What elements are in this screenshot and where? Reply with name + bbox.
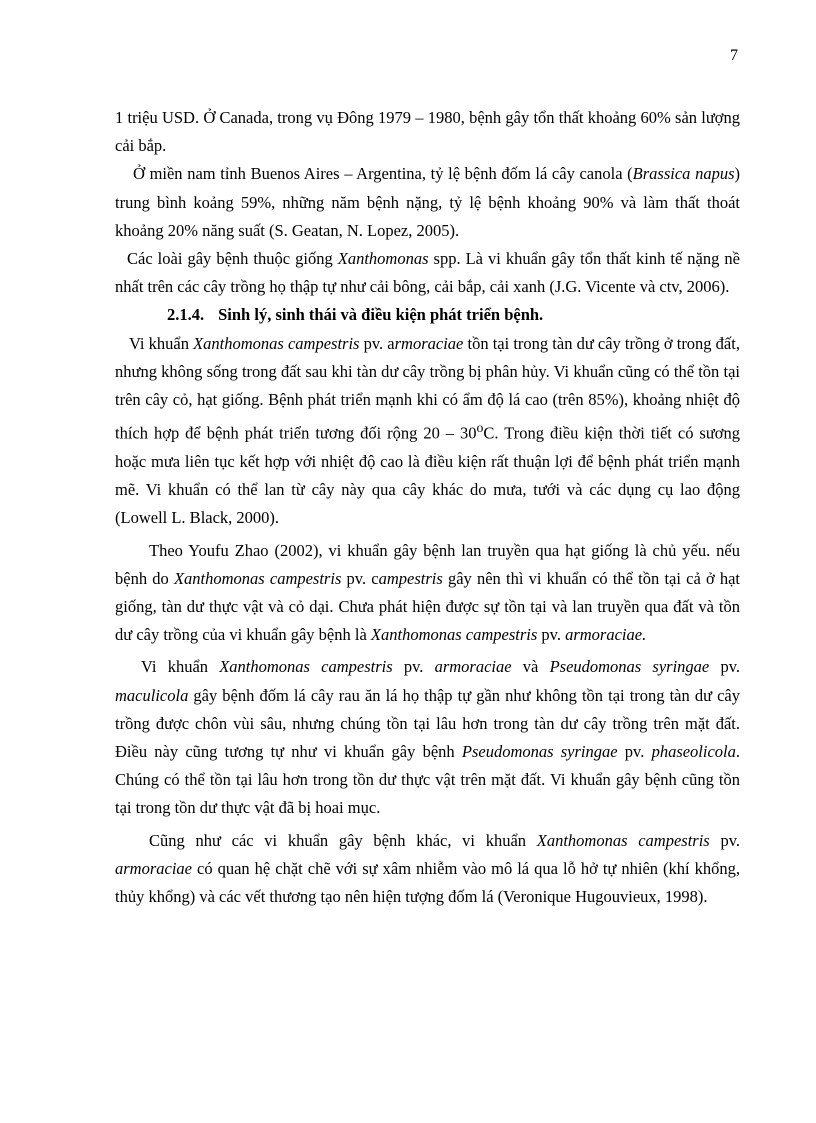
section-heading [115, 301, 740, 329]
degree-superscript: o [476, 420, 484, 436]
paragraph-6-text: Vi khuẩn [141, 657, 220, 677]
paragraph-7-text: pv. [709, 830, 740, 850]
paragraph-7-text: có quan hệ chặt chẽ với sự xâm nhiễm vào mô lá qua lỗ hở tự nhiên (khí khổng, thủy khổng) và các vết thương tạo nên hiện tượng đốm lá (Veronique Hugouvieux, 1998). [115, 858, 740, 906]
paragraph-6-text: pv. [617, 741, 652, 761]
pathovar-name: armoraciae. [565, 625, 647, 645]
paragraph-4-text: pv. a [359, 333, 395, 353]
species-name: Xanthomonas campestris [193, 333, 360, 353]
document-body [115, 104, 740, 911]
paragraph-5-text: pv. c [341, 568, 379, 588]
paragraph-2-text: Ở miền nam tỉnh Buenos Aires – Argentina, tỷ lệ bệnh đốm lá cây canola ( [133, 164, 633, 184]
paragraph-6-text: pv. [392, 657, 435, 677]
paragraph-3 [115, 245, 740, 301]
section-title: Sinh lý, sinh thái và điều kiện phát triển bệnh. [218, 305, 544, 325]
paragraph-7 [115, 827, 740, 912]
species-name: Xanthomonas campestris [219, 657, 393, 677]
species-name: Xanthomonas campestris [536, 830, 710, 850]
species-name: Brassica napus [632, 164, 735, 184]
paragraph-2 [115, 160, 740, 245]
paragraph-4-text: Vi khuẩn [129, 333, 194, 353]
paragraph-3-text: spp. Là vi khuẩn gây tổn thất kinh tế nặng nề nhất trên các cây trồng họ thập tự như cải bông, cải bắp, cải xanh (J.G. Vicente và ctv, 2006). [115, 249, 740, 297]
paragraph-5 [115, 537, 740, 650]
paragraph-4-text: C. Trong điều kiện thời tiết có sương hoặc mưa liên tục kết hợp với nhiệt độ cao là điều kiện rất thuận lợi để bệnh phát triển mạnh mẽ. Vi khuẩn có thể lan từ cây này qua cây khác do mưa, tưới và các dụng cụ lao động (Lowell L. Black, 2000). [115, 423, 741, 528]
species-name: Pseudomonas syringae [549, 657, 710, 677]
paragraph-6-text: pv. [709, 657, 740, 677]
paragraph-1 [115, 104, 740, 160]
paragraph-6-text: . Chúng có thể tồn tại lâu hơn trong tồn dư thực vật trên mặt đất. Vi khuẩn gây bệnh cũng tồn tại trong tồn dư thực vật đã bị hoai mục. [115, 741, 741, 818]
pathovar-name: ampestris [378, 568, 443, 588]
paragraph-2-text: ) trung bình koảng 59%, những năm bệnh nặng, tỷ lệ bệnh khoảng 90% và làm thất thoát khoảng 20% năng suất (S. Geatan, N. Lopez, 2005). [115, 164, 740, 240]
pathovar-name: rmoraciae [394, 333, 464, 353]
paragraph-5-text: Theo Youfu Zhao (2002), vi khuẩn gây bệnh lan truyền qua hạt giống là chủ yếu. nếu bệnh do [115, 540, 740, 588]
paragraph-6-text: gây bệnh đốm lá cây rau ăn lá họ thập tự gần như không tồn tại trong tàn dư cây trồng được chôn vùi sâu, nhưng chúng tồn tại lâu hơn trong tàn dư cây trồng trên mặt đất. Điều này cũng tương tự như vi khuẩn gây bệnh [115, 685, 740, 761]
genus-name: Xanthomonas [337, 249, 429, 269]
paragraph-7-text: Cũng như các vi khuẩn gây bệnh khác, vi khuẩn [149, 830, 537, 850]
species-name: Xanthomonas campestris [173, 568, 342, 588]
paragraph-4-text: tồn tại trong tàn dư cây trồng ở trong đất, nhưng không sống trong đất sau khi tàn dư cây trồng bị phân hủy. Vi khuẩn cũng có thể tồn tại trên cây cỏ, hạt giống. Bệnh phát triển mạnh khi có ẩm độ lá cao (trên 85%), khoảng nhiệt độ thích hợp để bệnh phát triển tương đối rộng 20 – 30 [115, 333, 740, 443]
pathovar-name: maculicola [115, 685, 189, 705]
paragraph-4 [115, 330, 740, 533]
paragraph-5-text: pv. [537, 625, 566, 645]
pathovar-name: armoraciae [434, 657, 512, 677]
pathovar-name: armoraciae [115, 858, 192, 878]
species-name: Xanthomonas campestris [370, 625, 538, 645]
paragraph-6 [115, 653, 740, 822]
page-number: 7 [730, 47, 738, 64]
paragraph-1-text: 1 triệu USD. Ở Canada, trong vụ Đông 1979 – 1980, bệnh gây tổn thất khoảng 60% sản lượng cải bắp. [115, 108, 740, 156]
paragraph-5-text: gây nên thì vi khuẩn có thể tồn tại cả ở hạt giống, tàn dư thực vật và cỏ dại. Chưa phát hiện được sự tồn tại và lan truyền qua đất và tồn dư cây trồng của vi khuẩn gây bệnh là [115, 568, 741, 645]
section-number: 2.1.4. [167, 305, 205, 325]
paragraph-6-text: và [511, 657, 550, 677]
pathovar-name: phaseolicola [651, 741, 736, 761]
paragraph-3-text: Các loài gây bệnh thuộc giống [127, 249, 338, 269]
species-name: Pseudomonas syringae [461, 741, 618, 761]
